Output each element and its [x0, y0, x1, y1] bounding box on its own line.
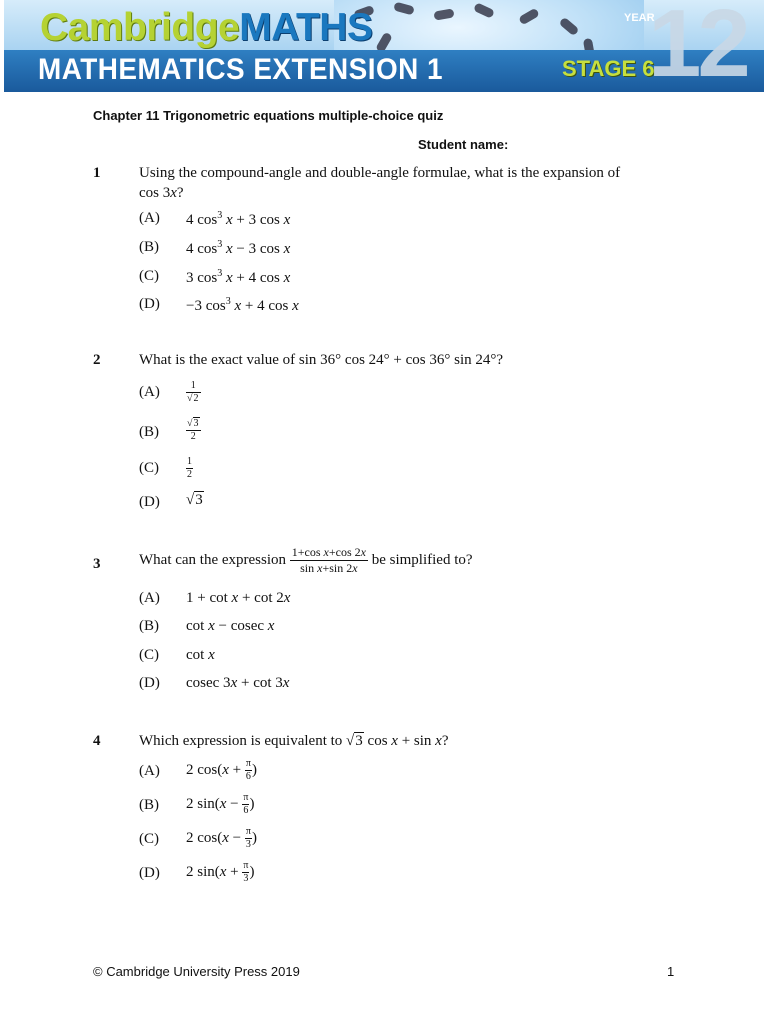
option-letter: (B): [139, 797, 159, 813]
expression-fraction: $\frac{\text{1+cos x+cos 2x}}{\text{sin x+sin 2x}}$: [291, 545, 366, 575]
option-letter: (C): [139, 268, 159, 284]
option-answer: cot x: [186, 647, 215, 663]
question-text: What is the exact value of sin 36° cos 24° + cos 36° sin 24°?: [139, 352, 504, 368]
option-letter: (A): [139, 763, 160, 779]
year-label: YEAR: [624, 12, 655, 24]
question-text: Using the compound-angle and double-angle formulae, what is the expansion of cos 3x?: [139, 165, 621, 201]
option-letter: (D): [139, 296, 160, 312]
option-letter: (C): [139, 647, 159, 663]
option-answer: 4 $\cos^3 x - 3$ cos x: [186, 239, 291, 257]
option-answer: cot x − cosec x: [186, 618, 275, 634]
question-number: 4: [93, 733, 101, 749]
question-text-before: What can the expression: [139, 551, 287, 568]
quiz-title: Chapter 11 Trigonometric equations multiple-choice quiz: [93, 108, 444, 123]
course-title: MATHEMATICS EXTENSION 1: [38, 53, 443, 86]
option-letter: (D): [139, 675, 160, 691]
option-letter: (A): [139, 384, 160, 400]
option-answer: 3 $\cos^3 x + 4$ cos x: [186, 268, 291, 286]
option-letter: (A): [139, 210, 160, 226]
brand-maths: MATHS: [239, 6, 373, 49]
question-text: [139, 545, 649, 576]
option-answer: 4 $\cos^3 x + 3$ cos x: [186, 210, 291, 228]
option-answer: √3: [186, 492, 203, 508]
question-text-after: be simplified to?: [371, 551, 473, 568]
option-letter: (A): [139, 590, 160, 606]
option-answer: 2 sin(x − $\frac{\pi}{6}$ ): [186, 792, 255, 816]
option-letter: (B): [139, 618, 159, 634]
question-text: Which expression is equivalent to √3 cos x + sin x?: [139, 733, 449, 749]
option-letter: (B): [139, 424, 159, 440]
question-number: 1: [93, 165, 101, 181]
option-letter: (B): [139, 239, 159, 255]
option-letter: (C): [139, 460, 159, 476]
option-letter: (D): [139, 865, 160, 881]
option-answer: $\frac{1}{√2}$: [187, 380, 199, 404]
option-answer: cosec 3x + cot 3x: [186, 675, 290, 691]
option-answer: $\frac{1}{2}$: [187, 456, 192, 480]
option-answer: 1 + cot x + cot 2x: [186, 590, 291, 606]
header-banner: [4, 0, 764, 92]
question-number: 2: [93, 352, 101, 368]
brand-logo: [40, 6, 372, 50]
option-answer: 2 cos(x + $\frac{\pi}{6}$ ): [186, 758, 257, 782]
page-number: 1: [667, 964, 675, 979]
year-number: 12: [648, 0, 747, 92]
option-answer: $\frac{√3}{2}$: [187, 418, 199, 442]
copyright-notice: © Cambridge University Press 2019: [93, 964, 300, 979]
option-letter: (D): [139, 494, 160, 510]
brand-cambridge: Cambridge: [40, 6, 240, 49]
question-number: 3: [93, 556, 101, 572]
option-letter: (C): [139, 831, 159, 847]
option-answer: 2 sin(x + $\frac{\pi}{3}$ ): [186, 860, 255, 884]
stage-label: STAGE 6: [562, 56, 655, 81]
student-name-label: Student name:: [418, 137, 509, 152]
option-answer: −3 $\cos^3 x + 4$ cos x: [186, 296, 299, 314]
option-answer: 2 cos(x − $\frac{\pi}{3}$ ): [186, 826, 257, 850]
